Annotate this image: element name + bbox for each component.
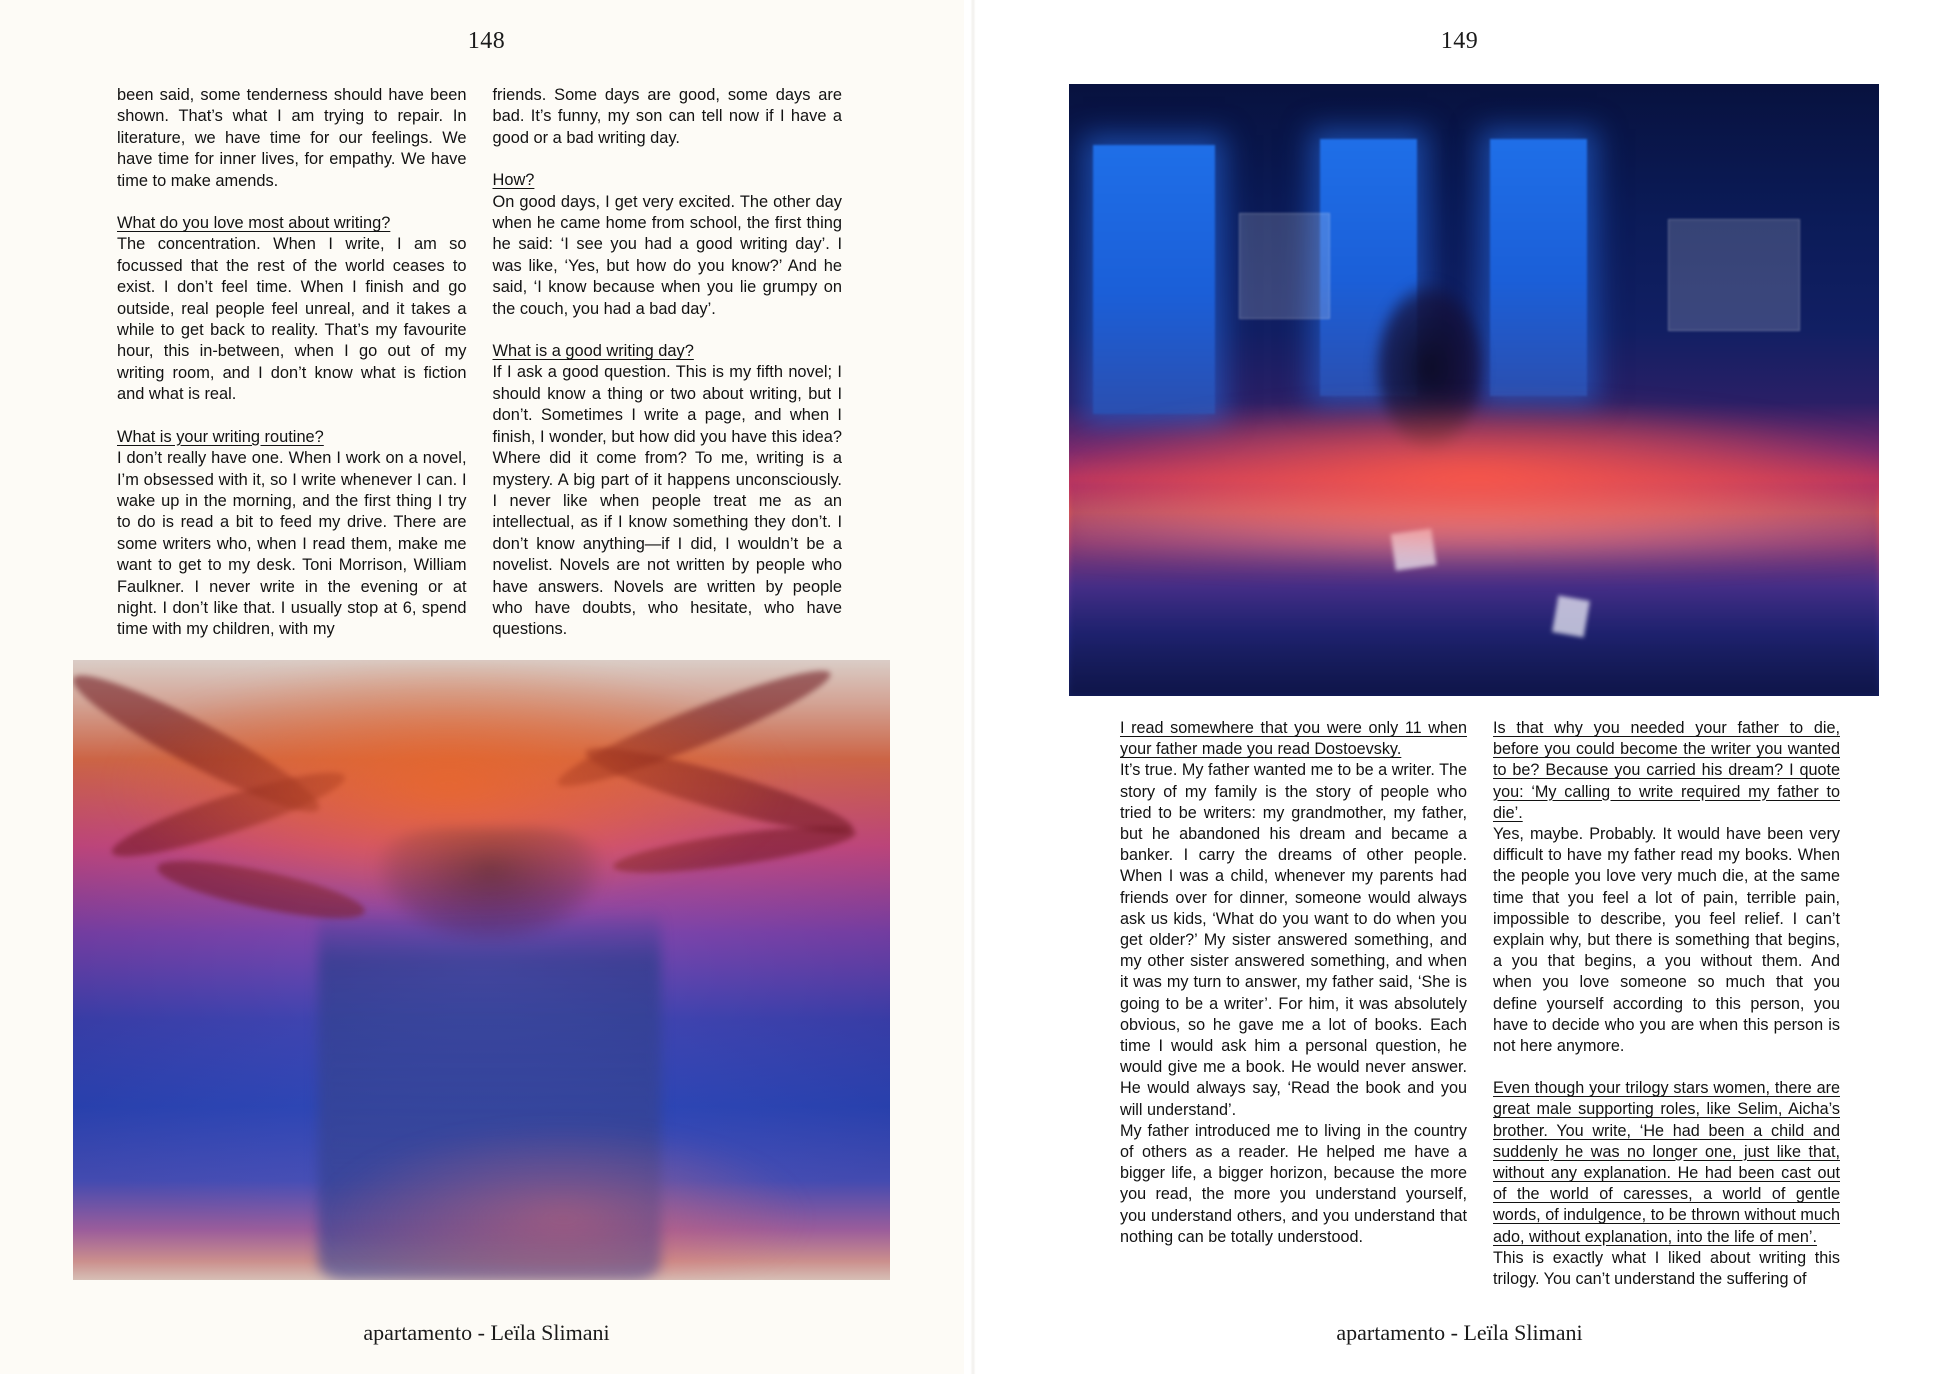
- photo-vignette: [73, 660, 890, 1280]
- paragraph: My father introduced me to living in the country of others as a reader. He helped me have a bigger life, a bigger horizon, because the more you read, the more you understand yourself, you understand others, and you understand that nothing can be totally understood.: [1120, 1121, 1467, 1246]
- paragraph: been said, some tenderness should have been shown. That’s what I am trying to repair. In literature, we have time for our feelings. We have time for inner lives, for empathy. We have time to make amends.: [117, 86, 467, 190]
- interview-question: What is a good writing day?: [492, 342, 694, 361]
- interview-question: How?: [492, 171, 535, 190]
- column-right-1: [1120, 718, 1467, 1290]
- column-left-2: [493, 85, 843, 641]
- text-columns-right: [1120, 718, 1840, 1290]
- interview-question: What do you love most about writing?: [117, 214, 391, 233]
- portrait-photo-left: [73, 660, 890, 1280]
- column-right-2: [1493, 718, 1840, 1290]
- paragraph: It’s true. My father wanted me to be a writer. The story of my family is the story of people who tried to be writers: my grandmother, my father, but he abandoned his dream and became a banker. I carry the dreams of other people. When I was a child, whenever my parents had friends over for dinner, someone would always ask us kids, ‘What do you want to do when you get older?’ My sister answered something, and my other sister answered something, and when it was my turn to answer, my father said, ‘She is going to be a writer’. For him, it was absolutely obvious, so he gave me a lot of books. Each time I would ask him a personal question, he would give me a book. He would never answer. He would always say, ‘Read the book and you will understand’.: [1120, 761, 1467, 1119]
- page-number-left: 148: [467, 28, 506, 54]
- paragraph: If I ask a good question. This is my fifth novel; I should know a thing or two about writing, but I don’t. Sometimes I write a page, and when I finish, I wonder, but how did you have this idea? Where did it come from? To me, writing is a mystery. A big part of it happens unconsciously. I never like when people treat me as an intellectual, as if I know something they don’t. I don’t know anything—if I did, I wouldn’t be a novelist. Novels are not written by people who have answers. Novels are written by people who have doubts, who hesitate, who have questions.: [492, 363, 842, 639]
- interview-question: Even though your trilogy stars women, there are great male supporting roles, like Selim, Aicha’s brother. You write, ‘He had been a child and suddenly he was no longer one, just like that, without any explanation. He had been cast out of the world of caresses, a world of gentle words, of indulgence, to be thrown without much ado, without explanation, into the life of men’.: [1493, 1079, 1840, 1246]
- paragraph: I don’t really have one. When I work on a novel, I’m obsessed with it, so I write whenever I can. I wake up in the morning, and the first thing I try to do is read a bit to feed my drive. There are some writers who, when I read them, make me want to get to my desk. Toni Morrison, William Faulkner. I never write in the evening or at night. I don’t like that. I usually stop at 6, spend time with my children, with my: [117, 449, 467, 639]
- paragraph: Yes, maybe. Probably. It would have been very difficult to have my father read my books. When the people you love very much die, at the same time that you feel a lot of pain, terrible pain, impossible to describe, you feel relief. I can’t explain why, but there is something that begins, a you that begins, a you without them. And when you love someone so much that you define yourself according to this person, you have to decide who you are when this person is not here anymore.: [1493, 825, 1840, 1056]
- photo-light-leak: [1069, 84, 1879, 696]
- paragraph: friends. Some days are good, some days are bad. It’s funny, my son can tell now if I have a good or a bad writing day.: [492, 86, 842, 147]
- interview-question: Is that why you needed your father to die, before you could become the writer you wanted to be? Because you carried his dream? I quote you: ‘My calling to write required my father to die’.: [1493, 719, 1840, 822]
- paragraph: The concentration. When I write, I am so focussed that the rest of the world ceases to exist. I don’t feel time. When I finish and go outside, real people feel unreal, and it takes a while to get back to reality. That’s my favourite hour, this in-between, when I go out of my writing room, and I don’t know what is fiction and what is real.: [117, 235, 467, 404]
- interview-question: I read somewhere that you were only 11 when your father made you read Dostoevsky.: [1120, 719, 1467, 759]
- interview-question: What is your writing routine?: [117, 427, 324, 446]
- paragraph: On good days, I get very excited. The other day when he came home from school, the first thing he said: ‘I see you had a good writing day’. I was like, ‘Yes, but how do you know?’ And he said, ‘I know because when you lie grumpy on the couch, you had a bad day’.: [492, 192, 842, 318]
- interior-photo-right: [1069, 84, 1879, 696]
- paragraph: This is exactly what I liked about writing this trilogy. You can’t understand the suffering of: [1493, 1248, 1840, 1289]
- footer-left: apartamento - Leïla Slimani: [363, 1320, 610, 1345]
- text-columns-left: [117, 85, 842, 641]
- page-number-right: 149: [1440, 28, 1479, 54]
- footer-right: apartamento - Leïla Slimani: [1336, 1320, 1583, 1345]
- column-left-1: [117, 85, 467, 641]
